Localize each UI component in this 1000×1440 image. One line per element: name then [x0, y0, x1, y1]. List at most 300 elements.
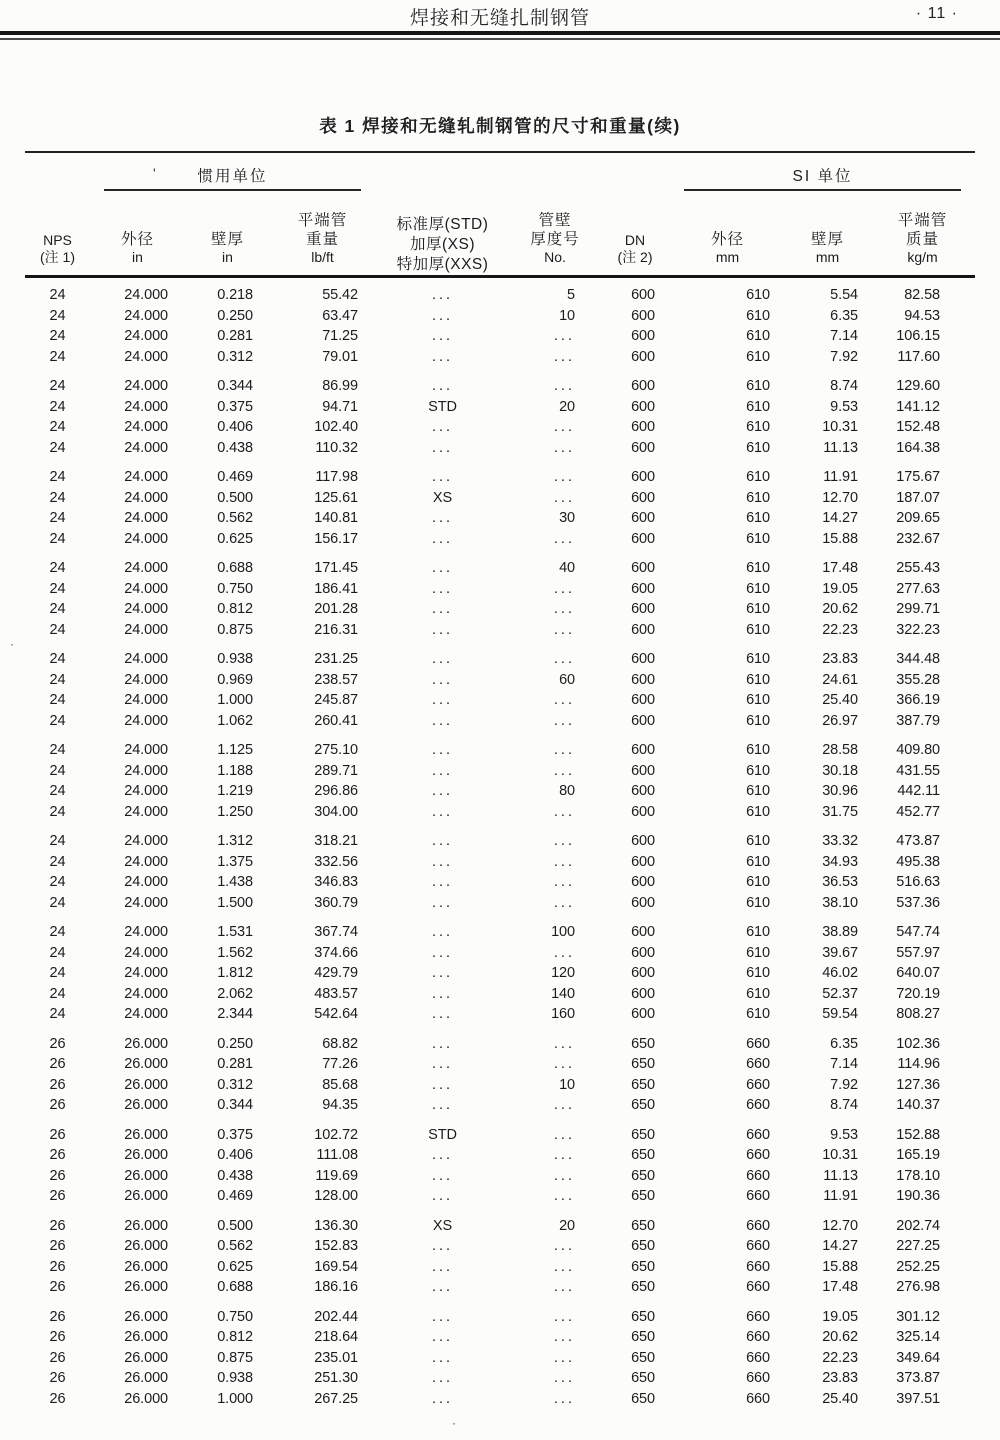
- table-cell-od-in: 24.000: [124, 601, 168, 617]
- table-cell-mass-kgm: 276.98: [896, 1279, 941, 1295]
- table-cell-std-xs-xxs: ...: [431, 1147, 454, 1163]
- table-cell-weight-lbft: 71.25: [322, 328, 358, 344]
- table-cell-std-xs-xxs: XS: [432, 489, 453, 506]
- table-cell-schedule-no: ...: [553, 692, 575, 708]
- table-cell-dn: 600: [631, 874, 655, 890]
- table-cell-wall-in: 1.000: [217, 692, 253, 708]
- table-cell-od-mm: 610: [746, 510, 770, 526]
- table-cell-schedule-no: ...: [553, 651, 575, 667]
- table-cell-dn: 650: [631, 1126, 655, 1143]
- table-cell-dn: 600: [631, 469, 655, 485]
- table-cell-dn: 600: [631, 853, 655, 870]
- table-cell-weight-lbft: 102.40: [314, 419, 358, 435]
- table-cell-dn: 600: [631, 348, 655, 365]
- table-cell-wall-in: 0.750: [217, 580, 253, 597]
- table-cell-nps: 26: [49, 1258, 66, 1275]
- table-cell-od-mm: 610: [746, 762, 770, 779]
- table-cell-nps: 24: [49, 287, 66, 303]
- table-cell-weight-lbft: 296.86: [314, 783, 358, 799]
- table-cell-std-xs-xxs: ...: [431, 1370, 454, 1386]
- table-cell-nps: 24: [49, 439, 66, 456]
- table-row: [25, 872, 975, 893]
- table-row: [25, 1348, 975, 1369]
- table-cell-wall-mm: 59.54: [822, 1006, 858, 1022]
- table-cell-nps: 26: [49, 1188, 66, 1204]
- pipe-table-body: [25, 277, 975, 1410]
- table-cell-schedule-no: 60: [559, 671, 575, 688]
- table-cell-wall-mm: 22.23: [822, 621, 858, 638]
- table-cell-nps: 26: [49, 1370, 66, 1386]
- table-cell-od-mm: 660: [746, 1147, 770, 1163]
- table-cell-od-mm: 610: [746, 439, 770, 456]
- table-cell-od-mm: 660: [746, 1056, 770, 1072]
- table-cell-schedule-no: ...: [553, 1329, 575, 1345]
- table-cell-weight-lbft: 117.98: [315, 469, 358, 485]
- table-cell-wall-in: 0.500: [217, 489, 253, 506]
- table-cell-wall-in: 0.812: [217, 601, 253, 617]
- pipe-table: [25, 151, 975, 1409]
- table-cell-dn: 650: [631, 1258, 655, 1275]
- table-cell-dn: 600: [631, 287, 655, 303]
- table-cell-mass-kgm: 102.36: [896, 1035, 941, 1052]
- table-cell-nps: 26: [49, 1076, 66, 1093]
- table-cell-wall-mm: 17.48: [822, 1279, 858, 1295]
- table-cell-wall-in: 0.938: [217, 1370, 253, 1386]
- table-row: [25, 397, 975, 418]
- table-cell-wall-in: 0.688: [217, 560, 253, 576]
- table-row: [25, 277, 975, 306]
- table-cell-std-xs-xxs: ...: [431, 1097, 454, 1113]
- table-cell-wall-mm: 5.54: [830, 287, 858, 303]
- table-cell-schedule-no: ...: [553, 1390, 575, 1407]
- table-cell-nps: 26: [49, 1035, 66, 1052]
- table-cell-wall-in: 0.469: [217, 469, 253, 485]
- table-cell-mass-kgm: 387.79: [896, 712, 941, 729]
- table-cell-dn: 600: [631, 762, 655, 779]
- table-cell-od-in: 24.000: [124, 1006, 168, 1022]
- table-row: [25, 579, 975, 600]
- table-cell-mass-kgm: 255.43: [896, 560, 941, 576]
- table-cell-weight-lbft: 318.21: [314, 833, 358, 849]
- table-cell-dn: 600: [631, 671, 655, 688]
- table-cell-schedule-no: 160: [551, 1006, 575, 1022]
- table-cell-wall-in: 0.406: [217, 1147, 253, 1163]
- table-cell-od-in: 24.000: [124, 489, 168, 506]
- table-cell-weight-lbft: 94.71: [322, 398, 358, 415]
- table-cell-wall-in: 0.250: [217, 307, 253, 324]
- table-cell-weight-lbft: 169.54: [314, 1258, 358, 1275]
- table-row: [25, 711, 975, 732]
- table-cell-mass-kgm: 344.48: [896, 651, 941, 667]
- table-cell-std-xs-xxs: ...: [431, 560, 454, 576]
- table-cell-std-xs-xxs: ...: [431, 894, 454, 911]
- table-cell-nps: 26: [49, 1056, 66, 1072]
- col-header-wall-in: 壁厚 in: [210, 231, 244, 265]
- table-row: [25, 306, 975, 327]
- table-cell-wall-in: 0.469: [217, 1188, 253, 1204]
- table-cell-wall-mm: 12.70: [822, 1217, 858, 1234]
- table-cell-wall-mm: 11.91: [823, 1188, 858, 1204]
- table-cell-od-mm: 610: [746, 924, 770, 940]
- table-cell-wall-in: 1.250: [217, 803, 253, 820]
- table-cell-wall-mm: 23.83: [822, 651, 858, 667]
- table-cell-std-xs-xxs: ...: [431, 1006, 454, 1022]
- table-cell-od-mm: 610: [746, 1006, 770, 1022]
- table-cell-od-in: 24.000: [124, 874, 168, 890]
- table-cell-od-mm: 610: [746, 965, 770, 981]
- table-cell-weight-lbft: 68.82: [322, 1035, 358, 1052]
- table-cell-wall-mm: 28.58: [822, 742, 858, 758]
- table-cell-dn: 600: [631, 601, 655, 617]
- table-cell-dn: 600: [631, 944, 655, 961]
- table-cell-std-xs-xxs: ...: [431, 833, 454, 849]
- table-cell-std-xs-xxs: ...: [431, 1349, 454, 1366]
- table-cell-nps: 24: [49, 348, 66, 365]
- table-cell-wall-mm: 20.62: [822, 1329, 858, 1345]
- table-cell-weight-lbft: 289.71: [314, 762, 358, 779]
- table-cell-wall-in: 0.312: [217, 348, 253, 365]
- table-cell-std-xs-xxs: ...: [431, 1308, 454, 1325]
- pipe-table-head: [25, 152, 975, 277]
- table-cell-weight-lbft: 171.45: [314, 560, 358, 576]
- table-row: [25, 690, 975, 711]
- table-cell-od-in: 24.000: [124, 965, 168, 981]
- table-cell-mass-kgm: 557.97: [896, 944, 941, 961]
- table-cell-mass-kgm: 547.74: [896, 924, 941, 940]
- table-cell-weight-lbft: 267.25: [314, 1390, 358, 1407]
- table-cell-weight-lbft: 374.66: [314, 944, 358, 961]
- table-row: [25, 549, 975, 579]
- table-cell-weight-lbft: 346.83: [314, 874, 358, 890]
- table-cell-od-in: 24.000: [124, 348, 168, 365]
- table-cell-od-mm: 660: [746, 1390, 770, 1407]
- table-cell-std-xs-xxs: ...: [431, 651, 454, 667]
- table-cell-nps: 24: [49, 671, 66, 688]
- table-cell-weight-lbft: 128.00: [314, 1188, 358, 1204]
- table-cell-nps: 24: [49, 742, 66, 758]
- table-cell-nps: 24: [49, 924, 66, 940]
- table-cell-wall-mm: 9.53: [830, 1126, 858, 1143]
- table-cell-schedule-no: ...: [553, 580, 575, 597]
- table-cell-od-mm: 610: [746, 671, 770, 688]
- table-row: [25, 1075, 975, 1096]
- table-cell-mass-kgm: 127.36: [896, 1076, 941, 1093]
- table-cell-od-mm: 610: [746, 803, 770, 820]
- table-cell-wall-mm: 25.40: [822, 692, 858, 708]
- table-cell-nps: 24: [49, 692, 66, 708]
- col-header-nps: NPS (注 1): [40, 232, 75, 265]
- table-cell-wall-in: 0.344: [217, 1097, 253, 1113]
- scan-artifact-dot-bottom: ·: [452, 1416, 456, 1430]
- table-cell-wall-mm: 26.97: [822, 712, 858, 729]
- table-cell-weight-lbft: 140.81: [314, 510, 358, 526]
- table-row: [25, 781, 975, 802]
- table-cell-mass-kgm: 452.77: [896, 803, 941, 820]
- table-cell-dn: 600: [631, 803, 655, 820]
- table-cell-od-in: 24.000: [124, 469, 168, 485]
- table-cell-mass-kgm: 349.64: [896, 1349, 941, 1366]
- table-row: [25, 488, 975, 509]
- table-cell-mass-kgm: 431.55: [896, 762, 941, 779]
- table-cell-od-in: 26.000: [124, 1238, 168, 1254]
- table-cell-wall-in: 1.812: [217, 965, 253, 981]
- table-cell-dn: 650: [631, 1217, 655, 1234]
- table-cell-weight-lbft: 231.25: [314, 651, 358, 667]
- table-cell-schedule-no: 10: [559, 307, 575, 324]
- table-cell-dn: 600: [631, 621, 655, 638]
- table-row: [25, 1277, 975, 1298]
- table-cell-dn: 650: [631, 1238, 655, 1254]
- table-cell-od-in: 24.000: [124, 762, 168, 779]
- table-row: [25, 347, 975, 368]
- table-cell-od-mm: 610: [746, 621, 770, 638]
- table-cell-mass-kgm: 114.96: [897, 1056, 941, 1072]
- table-cell-nps: 24: [49, 601, 66, 617]
- table-cell-weight-lbft: 218.64: [314, 1329, 358, 1345]
- table-cell-std-xs-xxs: ...: [431, 965, 454, 981]
- table-cell-mass-kgm: 277.63: [896, 580, 941, 597]
- table-cell-od-mm: 610: [746, 894, 770, 911]
- table-cell-dn: 600: [631, 894, 655, 911]
- table-row: [25, 1095, 975, 1116]
- table-cell-nps: 26: [49, 1308, 66, 1325]
- table-cell-schedule-no: 120: [551, 965, 575, 981]
- table-cell-od-mm: 610: [746, 307, 770, 324]
- table-cell-mass-kgm: 232.67: [896, 530, 941, 547]
- table-cell-std-xs-xxs: ...: [431, 783, 454, 799]
- table-cell-schedule-no: ...: [553, 439, 575, 456]
- table-cell-nps: 24: [49, 621, 66, 638]
- table-cell-schedule-no: ...: [553, 1056, 575, 1072]
- table-cell-wall-in: 0.312: [217, 1076, 253, 1093]
- table-cell-wall-mm: 8.74: [830, 1097, 858, 1113]
- table-cell-mass-kgm: 442.11: [897, 783, 941, 799]
- table-row: [25, 1327, 975, 1348]
- table-cell-wall-in: 1.062: [217, 712, 253, 729]
- table-row: [25, 1116, 975, 1146]
- table-cell-dn: 600: [631, 1006, 655, 1022]
- table-cell-mass-kgm: 140.37: [896, 1097, 941, 1113]
- table-cell-dn: 600: [631, 560, 655, 576]
- table-cell-std-xs-xxs: ...: [431, 469, 454, 485]
- table-cell-wall-in: 0.750: [217, 1308, 253, 1325]
- table-cell-std-xs-xxs: ...: [431, 762, 454, 779]
- table-cell-mass-kgm: 409.80: [896, 742, 941, 758]
- table-cell-std-xs-xxs: ...: [431, 803, 454, 820]
- table-cell-mass-kgm: 355.28: [896, 671, 941, 688]
- table-cell-wall-mm: 7.92: [830, 348, 858, 365]
- table-cell-weight-lbft: 304.00: [314, 803, 358, 820]
- table-cell-schedule-no: ...: [553, 601, 575, 617]
- table-cell-wall-mm: 9.53: [830, 398, 858, 415]
- table-cell-od-mm: 660: [746, 1329, 770, 1345]
- table-cell-wall-mm: 33.32: [822, 833, 858, 849]
- table-cell-nps: 26: [49, 1147, 66, 1163]
- table-cell-nps: 24: [49, 378, 66, 394]
- table-cell-wall-in: 0.875: [217, 621, 253, 638]
- table-cell-nps: 24: [49, 894, 66, 911]
- table-cell-od-in: 26.000: [124, 1147, 168, 1163]
- table-cell-wall-in: 0.438: [217, 1167, 253, 1184]
- table-cell-od-mm: 610: [746, 712, 770, 729]
- table-row: [25, 599, 975, 620]
- table-row: [25, 1257, 975, 1278]
- table-cell-weight-lbft: 186.41: [314, 580, 358, 597]
- table-cell-od-in: 24.000: [124, 853, 168, 870]
- table-cell-dn: 650: [631, 1147, 655, 1163]
- table-cell-od-in: 24.000: [124, 378, 168, 394]
- col-header-od-in: 外径 in: [120, 231, 154, 265]
- table-cell-mass-kgm: 152.48: [896, 419, 941, 435]
- table-cell-od-mm: 610: [746, 874, 770, 890]
- table-cell-schedule-no: 140: [551, 985, 575, 1002]
- table-row: [25, 984, 975, 1005]
- table-cell-nps: 24: [49, 985, 66, 1002]
- table-cell-nps: 26: [49, 1329, 66, 1345]
- table-cell-dn: 600: [631, 651, 655, 667]
- table-cell-od-in: 24.000: [124, 560, 168, 576]
- table-cell-od-in: 24.000: [124, 307, 168, 324]
- table-row: [25, 1054, 975, 1075]
- table-cell-std-xs-xxs: ...: [431, 378, 454, 394]
- table-cell-weight-lbft: 102.72: [314, 1126, 358, 1143]
- table-cell-od-in: 24.000: [124, 692, 168, 708]
- table-cell-schedule-no: ...: [553, 1370, 575, 1386]
- table-cell-dn: 650: [631, 1349, 655, 1366]
- table-cell-mass-kgm: 299.71: [896, 601, 941, 617]
- table-cell-wall-in: 1.375: [217, 853, 253, 870]
- table-cell-mass-kgm: 94.53: [904, 307, 941, 324]
- table-cell-wall-in: 0.562: [217, 510, 253, 526]
- table-cell-wall-in: 0.625: [217, 530, 253, 547]
- table-cell-wall-in: 0.562: [217, 1238, 253, 1254]
- table-cell-wall-mm: 11.13: [823, 439, 858, 456]
- table-cell-od-in: 24.000: [124, 328, 168, 344]
- header-spacer: [25, 152, 90, 191]
- header-spacer: [510, 152, 600, 191]
- table-cell-od-in: 24.000: [124, 419, 168, 435]
- table-row: [25, 1389, 975, 1410]
- table-cell-schedule-no: ...: [553, 419, 575, 435]
- table-row: [25, 670, 975, 691]
- table-row: [25, 417, 975, 438]
- table-cell-od-mm: 610: [746, 530, 770, 547]
- table-cell-od-mm: 610: [746, 985, 770, 1002]
- header-rule-thick: [0, 31, 1000, 35]
- table-cell-schedule-no: 20: [559, 398, 575, 415]
- col-header-std-xs-xxs: [375, 152, 510, 277]
- table-cell-od-in: 26.000: [124, 1329, 168, 1345]
- table-cell-std-xs-xxs: ...: [431, 601, 454, 617]
- table-cell-weight-lbft: 202.44: [314, 1308, 358, 1325]
- table-cell-wall-in: 2.062: [217, 985, 253, 1002]
- table-cell-nps: 24: [49, 762, 66, 779]
- table-cell-wall-in: 0.250: [217, 1035, 253, 1052]
- table-cell-dn: 600: [631, 489, 655, 506]
- table-cell-schedule-no: ...: [553, 1147, 575, 1163]
- table-row: [25, 1025, 975, 1055]
- table-cell-nps: 24: [49, 398, 66, 415]
- table-cell-od-in: 26.000: [124, 1076, 168, 1093]
- table-cell-std-xs-xxs: ...: [431, 1056, 454, 1072]
- table-cell-weight-lbft: 156.17: [314, 530, 358, 547]
- table-cell-od-in: 26.000: [124, 1188, 168, 1204]
- table-cell-dn: 650: [631, 1097, 655, 1113]
- table-cell-nps: 24: [49, 560, 66, 576]
- table-cell-schedule-no: ...: [553, 944, 575, 961]
- table-cell-weight-lbft: 542.64: [314, 1006, 358, 1022]
- col-header-od-mm: 外径 mm: [710, 231, 744, 265]
- table-row: [25, 1186, 975, 1207]
- table-cell-mass-kgm: 808.27: [896, 1006, 941, 1022]
- table-cell-mass-kgm: 516.63: [896, 874, 941, 890]
- table-cell-od-in: 24.000: [124, 398, 168, 415]
- table-cell-weight-lbft: 94.35: [322, 1097, 358, 1113]
- table-cell-wall-mm: 25.40: [822, 1390, 858, 1407]
- table-cell-wall-mm: 11.91: [823, 469, 858, 485]
- table-cell-wall-mm: 19.05: [822, 580, 858, 597]
- table-cell-wall-mm: 30.18: [822, 762, 858, 779]
- table-cell-wall-mm: 24.61: [822, 671, 858, 688]
- table-cell-wall-in: 0.500: [217, 1217, 253, 1234]
- table-cell-nps: 26: [49, 1279, 66, 1295]
- table-cell-wall-in: 1.531: [217, 924, 253, 940]
- table-row: [25, 1368, 975, 1389]
- si-units-label: SI 单位: [684, 164, 961, 191]
- table-cell-wall-mm: 20.62: [822, 601, 858, 617]
- table-cell-wall-in: 1.438: [217, 874, 253, 890]
- table-cell-schedule-no: ...: [553, 1126, 575, 1143]
- table-cell-dn: 650: [631, 1035, 655, 1052]
- table-cell-wall-mm: 52.37: [822, 985, 858, 1002]
- table-cell-dn: 600: [631, 328, 655, 344]
- unit-group-row: [25, 152, 975, 191]
- table-cell-std-xs-xxs: ...: [431, 1329, 454, 1345]
- table-cell-std-xs-xxs: ...: [431, 439, 454, 456]
- table-cell-od-in: 26.000: [124, 1217, 168, 1234]
- table-cell-std-xs-xxs: ...: [431, 530, 454, 547]
- customary-units-header: [90, 152, 375, 191]
- table-cell-wall-in: 0.688: [217, 1279, 253, 1295]
- table-cell-weight-lbft: 79.01: [322, 348, 358, 365]
- table-cell-dn: 650: [631, 1188, 655, 1204]
- table-cell-od-mm: 660: [746, 1097, 770, 1113]
- table-cell-dn: 600: [631, 985, 655, 1002]
- table-cell-od-in: 24.000: [124, 439, 168, 456]
- table-cell-schedule-no: 40: [559, 560, 575, 576]
- table-cell-weight-lbft: 110.32: [315, 439, 358, 456]
- table-cell-od-in: 26.000: [124, 1370, 168, 1386]
- table-cell-mass-kgm: 537.36: [896, 894, 941, 911]
- table-cell-dn: 650: [631, 1279, 655, 1295]
- table-cell-wall-mm: 15.88: [822, 530, 858, 547]
- table-cell-schedule-no: ...: [553, 833, 575, 849]
- col-header-wall-mm: 壁厚 mm: [810, 231, 844, 265]
- table-cell-schedule-no: ...: [553, 1238, 575, 1254]
- table-cell-mass-kgm: 640.07: [896, 965, 941, 981]
- table-cell-od-mm: 660: [746, 1167, 770, 1184]
- table-cell-od-mm: 660: [746, 1188, 770, 1204]
- table-cell-schedule-no: ...: [553, 874, 575, 890]
- table-cell-od-in: 26.000: [124, 1258, 168, 1275]
- table-cell-mass-kgm: 325.14: [896, 1329, 941, 1345]
- table-cell-dn: 650: [631, 1329, 655, 1345]
- table-cell-mass-kgm: 202.74: [896, 1217, 941, 1234]
- table-cell-weight-lbft: 260.41: [314, 712, 358, 729]
- customary-units-label: 惯用单位: [104, 164, 361, 191]
- table-cell-std-xs-xxs: ...: [431, 671, 454, 688]
- table-cell-std-xs-xxs: ...: [431, 692, 454, 708]
